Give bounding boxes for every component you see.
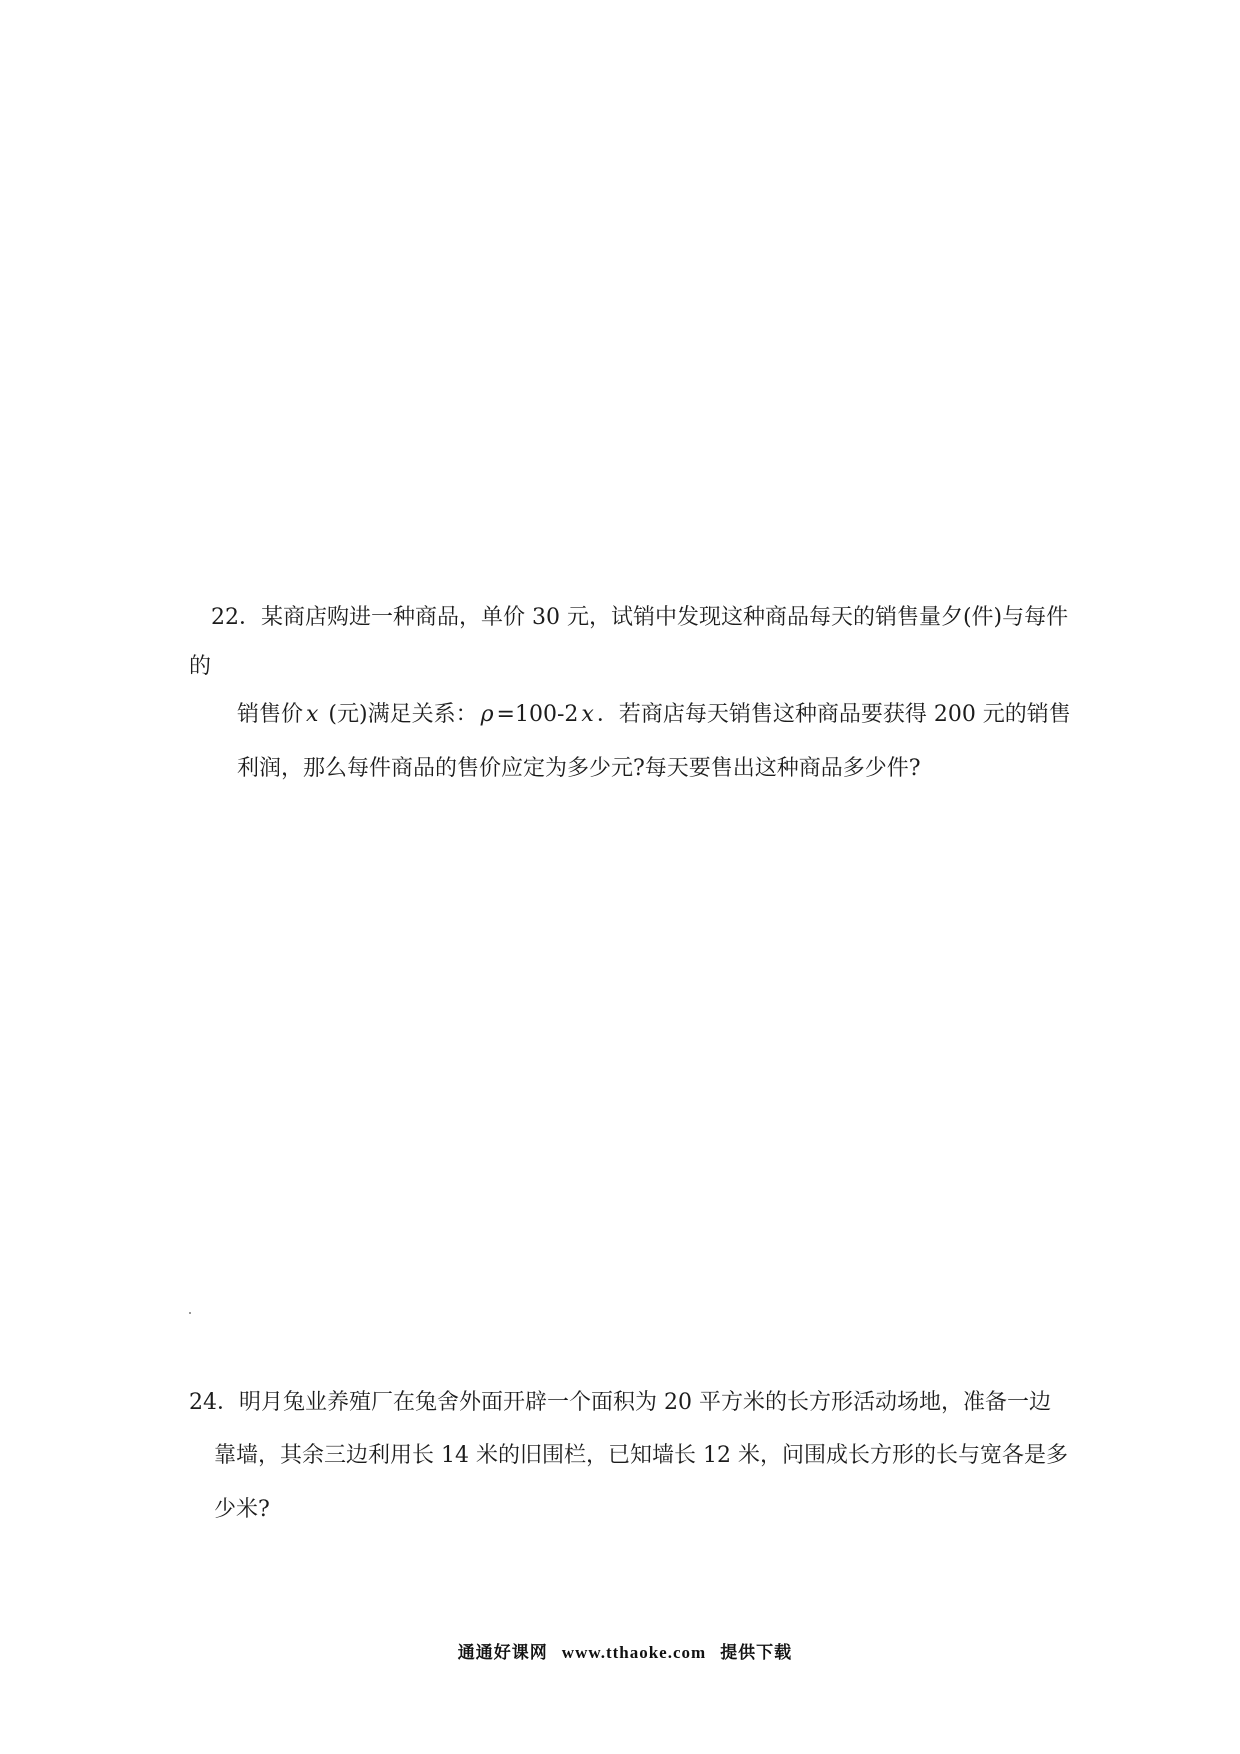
problem-22-line-3-text-b: (元)满足关系： [321,702,478,727]
footer-note: 提供下载 [720,1643,793,1662]
problem-22-line-2: 的 [189,654,212,679]
problem-22-line-3-text-c: ．若商店每天销售这种商品要获得 200 元的销售 [596,702,1071,727]
footer-site-name: 通通好课网 [457,1643,548,1662]
variable-x: x [306,702,319,727]
problem-24-line-1: 24．明月兔业养殖厂在兔舍外面开辟一个面积为 20 平方米的长方形活动场地，准备一边 [189,1390,1051,1415]
problem-22-line-3 [237,702,1071,728]
problem-22-equation: =100-2 [496,702,579,727]
variable-rho: ρ [480,702,494,727]
scan-speck [189,1312,191,1314]
variable-x-2: x [581,702,594,727]
problem-22-line-3-text-a: 销售价 [237,702,304,727]
problem-24-line-3: 少米? [214,1497,270,1522]
page-footer [0,1642,1240,1664]
problem-24-line-2: 靠墙，其余三边利用长 14 米的旧围栏，已知墙长 12 米，问围成长方形的长与宽各是多 [214,1443,1068,1468]
footer-url: www.tthaoke.com [561,1643,707,1662]
problem-22-line-4: 利润，那么每件商品的售价应定为多少元?每天要售出这种商品多少件? [237,756,921,781]
problem-22-line-1: 22．某商店购进一种商品，单价 30 元，试销中发现这种商品每天的销售量夕(件)与每件 [211,605,1069,630]
